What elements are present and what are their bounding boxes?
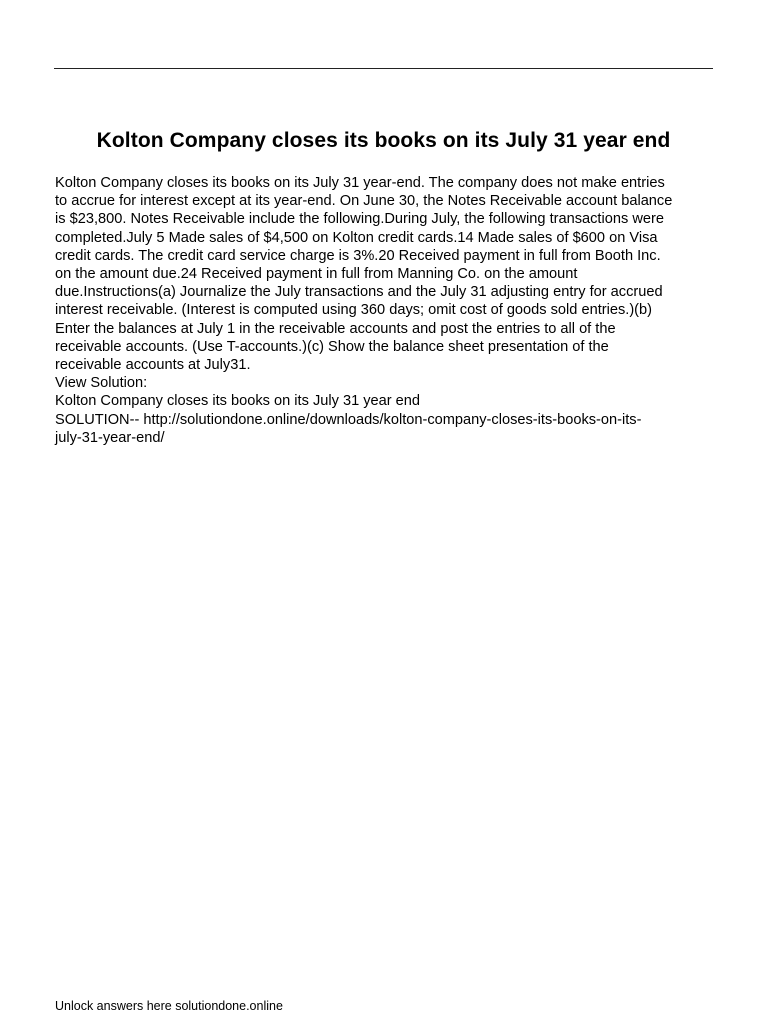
body-line: is $23,800. Notes Receivable include the following.During July, the following transactions were: [55, 211, 664, 228]
body-line: credit cards. The credit card service charge is 3%.20 Received payment in full from Booth Inc.: [55, 247, 661, 264]
page-footer: Unlock answers here solutiondone.online: [55, 999, 283, 1013]
body-line: receivable accounts at July31.: [55, 357, 251, 374]
solution-link-continued[interactable]: july-31-year-end/: [55, 429, 165, 446]
document-title: Kolton Company closes its books on its July 31 year end: [96, 129, 671, 152]
solution-link[interactable]: SOLUTION-- http://solutiondone.online/downloads/kolton-company-closes-its-books-on-its-: [55, 411, 642, 428]
body-line: receivable accounts. (Use T-accounts.)(c) Show the balance sheet presentation of the: [55, 338, 609, 355]
body-line: completed.July 5 Made sales of $4,500 on Kolton credit cards.14 Made sales of $600 on Visa: [55, 229, 658, 246]
document-body: [55, 174, 719, 447]
body-line: interest receivable. (Interest is computed using 360 days; omit cost of goods sold entries.)(b): [55, 302, 653, 319]
view-solution-label: View Solution:: [55, 375, 148, 392]
top-rule: [54, 68, 713, 69]
body-line: due.Instructions(a) Journalize the July transactions and the July 31 adjusting entry for accrued: [55, 284, 663, 301]
body-line: Enter the balances at July 1 in the receivable accounts and post the entries to all of the: [55, 320, 616, 337]
body-line: on the amount due.24 Received payment in full from Manning Co. on the amount: [55, 266, 578, 283]
body-line: to accrue for interest except at its year-end. On June 30, the Notes Receivable account balance: [55, 193, 673, 210]
solution-title: Kolton Company closes its books on its July 31 year end: [55, 393, 421, 410]
body-line: Kolton Company closes its books on its July 31 year-end. The company does not make entries: [55, 175, 665, 191]
